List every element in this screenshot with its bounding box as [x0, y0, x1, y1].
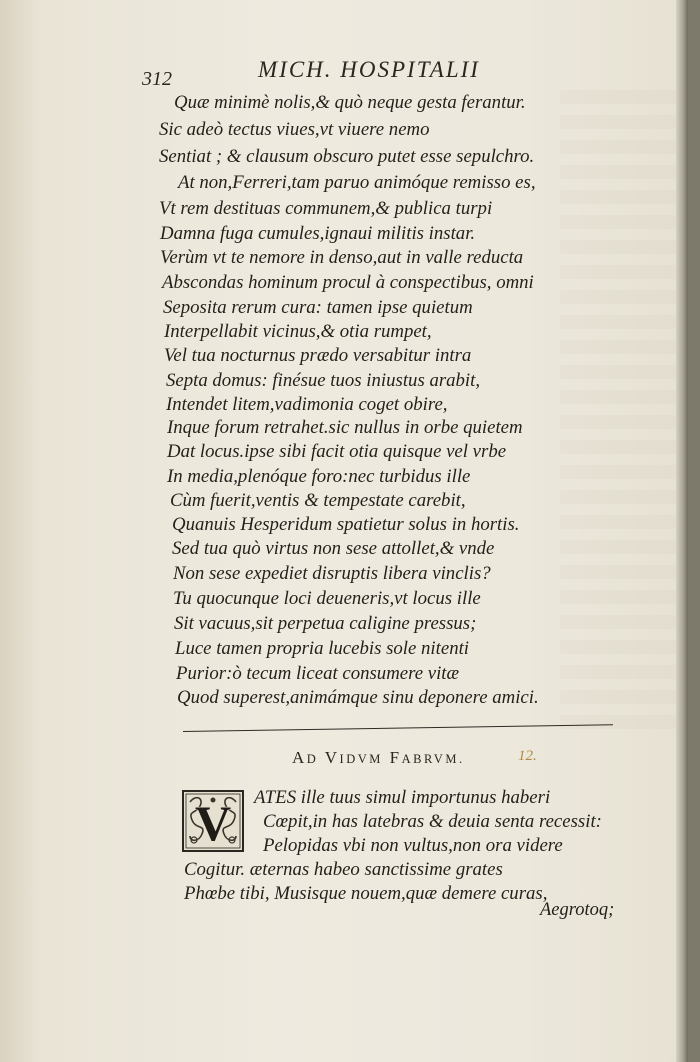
verse-line: Non sese expediet disruptis libera vinclis?	[173, 563, 491, 584]
second-poem-line: ATES ille tuus simul importunus haberi	[254, 787, 551, 808]
verse-line: Septa domus: finésue tuos iniustus arabit,	[166, 370, 481, 391]
second-poem-line: Pelopidas vbi non vultus,non ora videre	[263, 835, 563, 856]
decorated-initial-icon	[182, 790, 244, 852]
heading-word-ad-rest: D	[306, 752, 319, 766]
verse-line: Intendet litem,vadimonia coget obire,	[166, 394, 448, 415]
verse-line: Quod superest,animámque sinu deponere amici.	[177, 687, 539, 708]
bleed-through-texture	[560, 90, 680, 730]
verse-line: In media,plenóque foro:nec turbidus ille	[167, 466, 471, 487]
verse-line: At non,Ferreri,tam paruo animóque remisso es,	[178, 172, 536, 193]
section-divider	[183, 724, 613, 732]
verse-line: Cùm fuerit,ventis & tempestate carebit,	[170, 490, 466, 511]
verse-line: Seposita rerum cura: tamen ipse quietum	[163, 297, 473, 318]
verse-line: Sed tua quò virtus non sese attollet,& vnde	[172, 538, 495, 559]
second-poem-line: Phœbe tibi, Musisque nouem,quæ demere curas,	[184, 883, 548, 904]
verse-line: Luce tamen propria lucebis sole nitenti	[175, 638, 470, 659]
verse-line: Sit vacuus,sit perpetua caligine pressus;	[174, 613, 477, 634]
heading-word-vidum-initial: V	[324, 748, 340, 767]
page-edge	[676, 0, 688, 1062]
verse-line: Vt rem destituas communem,& publica turpi	[159, 198, 493, 219]
verse-line: Sic adeò tectus viues,vt viuere nemo	[159, 119, 430, 140]
verse-line: Purior:ò tecum liceat consumere vitæ	[176, 663, 460, 684]
verse-line: Interpellabit vicinus,& otia rumpet,	[164, 321, 432, 342]
verse-line: Damna fuga cumules,ignaui militis instar.	[160, 223, 476, 244]
verse-line: Sentiat ; & clausum obscuro putet esse sepulchro.	[159, 146, 535, 167]
verse-line: Quæ minimè nolis,& quò neque gesta ferantur.	[174, 92, 526, 113]
second-poem-line: Cogitur. æternas habeo sanctissime grates	[184, 859, 503, 880]
verse-line: Inque forum retrahet.sic nullus in orbe quietem	[167, 417, 523, 438]
second-poem-line: Cœpit,in has latebras & deuia senta recessit:	[263, 811, 602, 832]
heading-word-ad-initial: A	[292, 748, 307, 767]
drop-cap-letter: V	[194, 795, 232, 851]
heading-word-vidum-rest: IDVM	[339, 752, 383, 766]
heading-word-fabrum-rest: ABRVM.	[401, 752, 465, 766]
heading-word-fabrum-initial: F	[389, 748, 402, 767]
verse-line: Tu quocunque loci deueneris,vt locus ille	[173, 588, 481, 609]
verse-line: Quanuis Hesperidum spatietur solus in hortis.	[172, 514, 520, 535]
page-number: 312	[142, 68, 172, 90]
verse-line: Verùm vt te nemore in denso,aut in valle reducta	[160, 247, 524, 268]
running-head: MICH. HOSPITALII	[258, 57, 480, 82]
verse-line: Abscondas hominum procul à conspectibus, omni	[162, 272, 534, 293]
catchword: Aegrotoq;	[540, 900, 615, 920]
handwritten-annotation: 12.	[518, 748, 537, 764]
verse-line: Vel tua nocturnus prædo versabitur intra	[164, 345, 472, 366]
verse-line: Dat locus.ipse sibi facit otia quisque vel vrbe	[167, 441, 507, 462]
poem-heading	[292, 748, 465, 768]
